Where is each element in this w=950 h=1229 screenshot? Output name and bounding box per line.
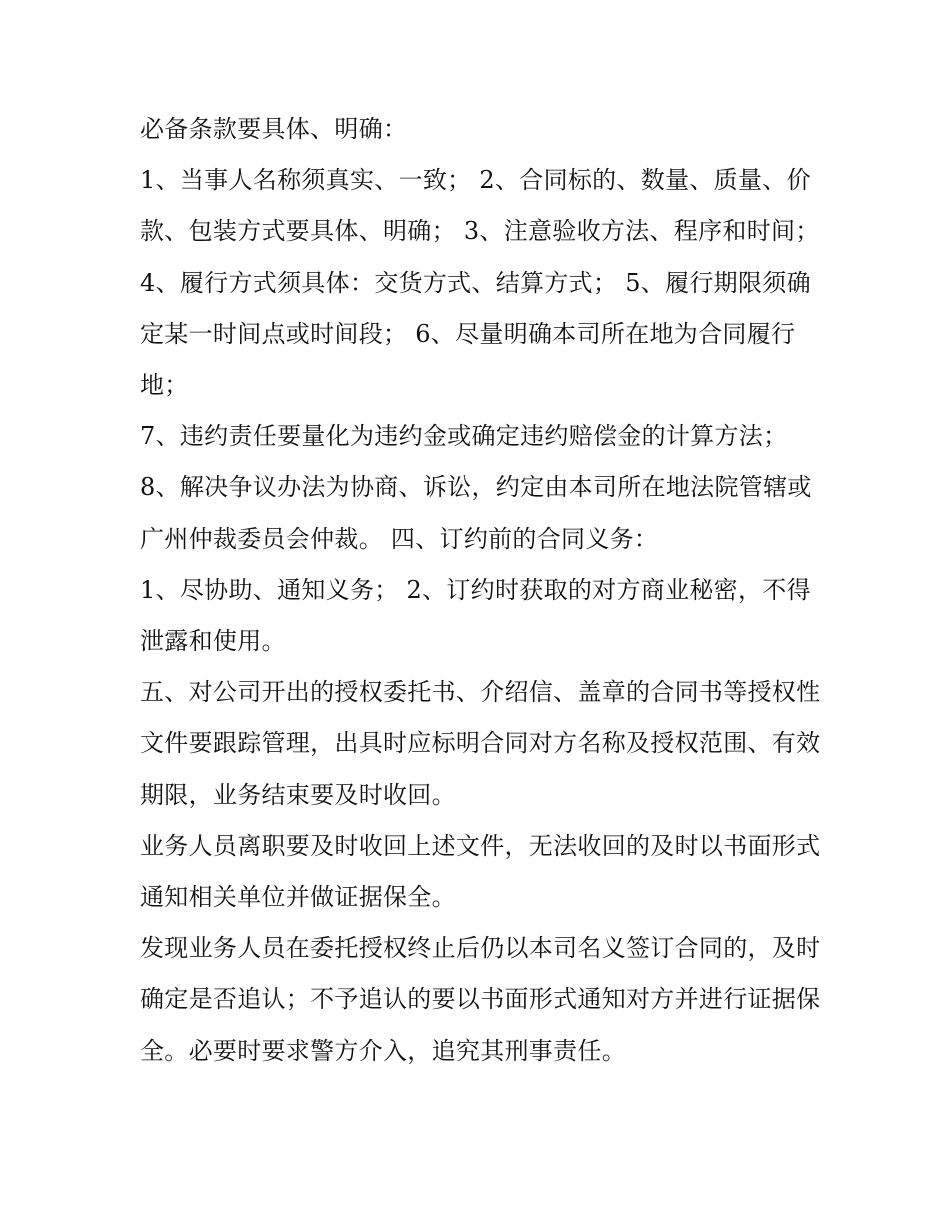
document-body (140, 104, 830, 1077)
paragraph-clause-7: 7、违约责任要量化为违约金或确定违约赔偿金的计算方法； (140, 422, 788, 451)
paragraph-section-five: 五、对公司开出的授权委托书、介绍信、盖章的合同书等授权性文件要跟踪管理，出具时应标明合同对方名称及授权范围、有效期限，业务结束要及时收回。 (140, 678, 821, 809)
paragraph-pre-contract-duties: 1、尽协助、通知义务； 2、订约时获取的对方商业秘密，不得泄露和使用。 (140, 575, 811, 656)
paragraph-staff-departure: 业务人员离职要及时收回上述文件，无法收回的及时以书面形式通知相关单位并做证据保全。 (140, 831, 821, 912)
paragraph-clauses-1-3: 1、当事人名称须真实、一致； 2、合同标的、数量、质量、价款、包装方式要具体、明确； 3、注意验收方法、程序和时间； (140, 166, 820, 246)
paragraph-clause-8: 8、解决争议办法为协商、诉讼，约定由本司所在地法院管辖或广州仲裁委员会仲裁。 四、订约前的合同义务： (140, 473, 812, 553)
paragraph-required-clauses-heading: 必备条款要具体、明确： (140, 115, 408, 143)
paragraph-clauses-4-6: 4、履行方式须具体：交货方式、结算方式； 5、履行期限须确定某一时间点或时间段； 6、尽量明确本司所在地为合同履行地； (140, 268, 811, 400)
paragraph-unauthorized-contracts: 发现业务人员在委托授权终止后仍以本司名义签订合同的，及时确定是否追认；不予追认的要以书面形式通知对方并进行证据保全。必要时要求警方介入，追究其刑事责任。 (140, 934, 821, 1065)
